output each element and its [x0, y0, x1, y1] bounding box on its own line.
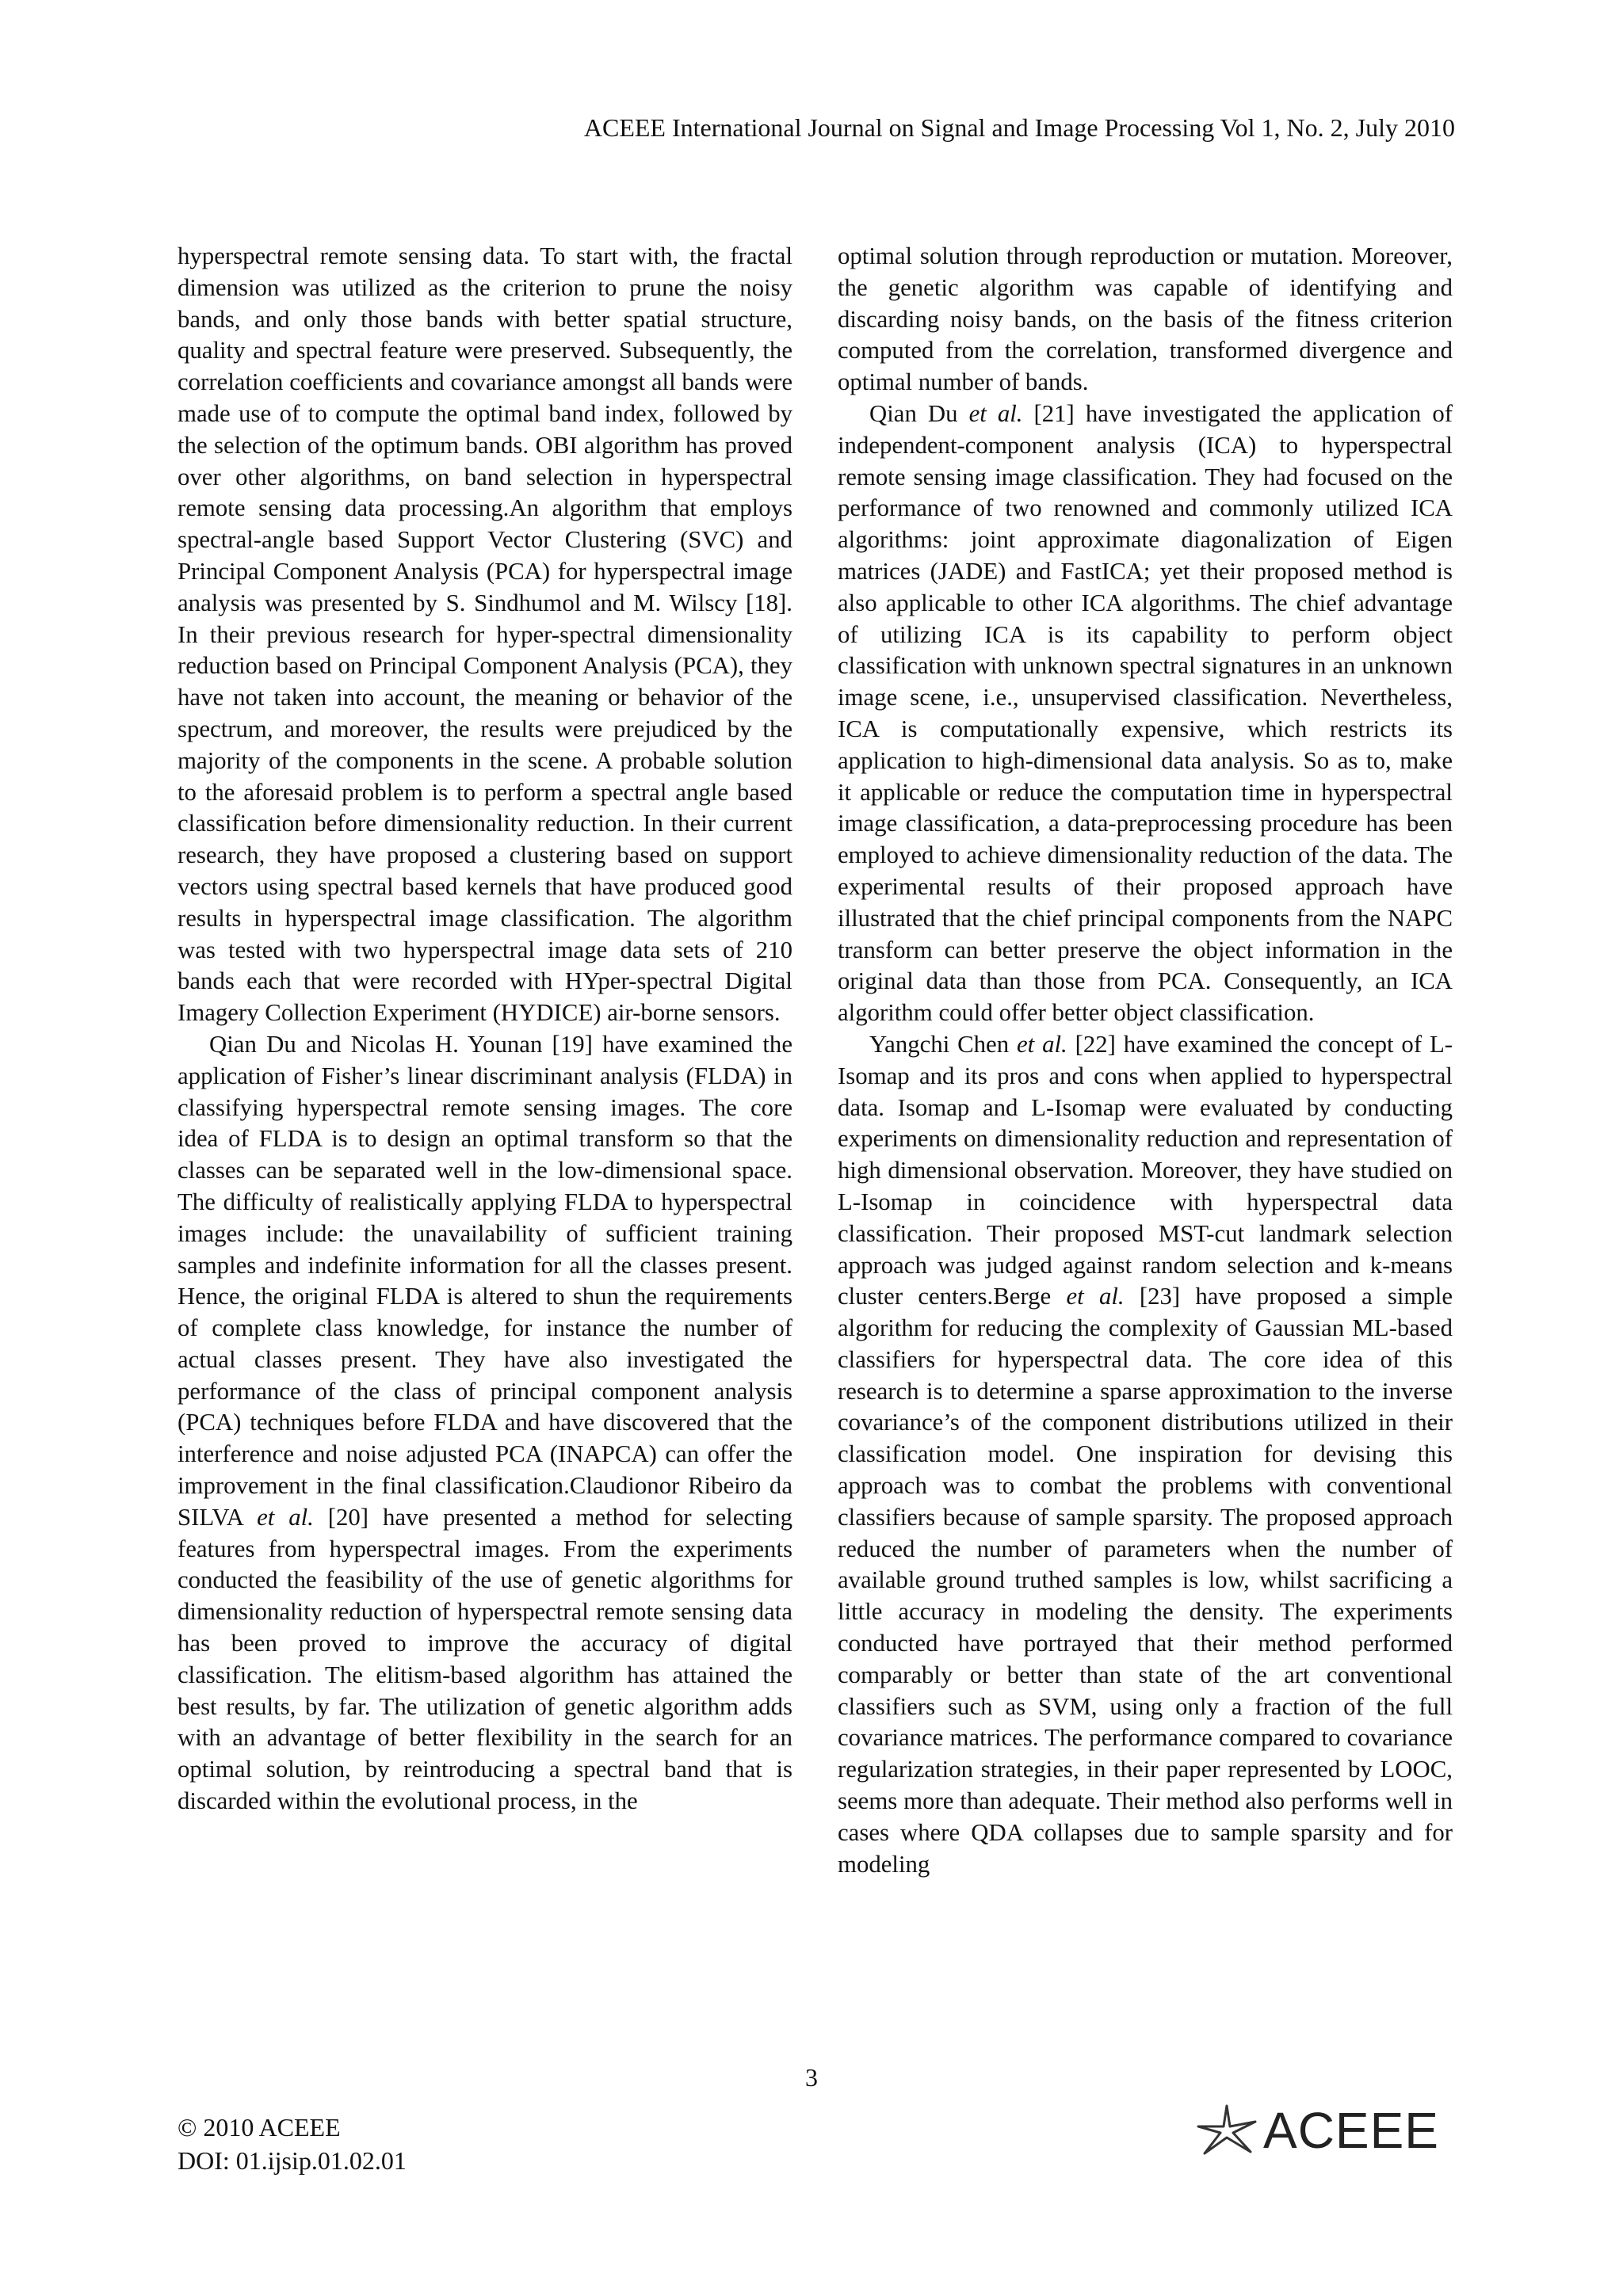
right-paragraph-3: [838, 1029, 1453, 1881]
left-paragraph-2: [178, 1029, 792, 1817]
right-paragraph-1: optimal solution through reproduction or mutation. Moreover, the genetic algorithm was capable of identifying and discarding noisy bands, on the basis of the fitness criterion computed from the correlation, transformed divergence and optimal number of bands.: [838, 242, 1453, 396]
right-p3-text-a: Yangchi Chen: [869, 1030, 1017, 1058]
right-p3-text-c: [23] have proposed a simple algorithm for reducing the complexity of Gaussian ML-based classifiers for hyperspectral data. The core idea of this research is to determine a sparse approximation to the inverse covariance’s of the component distributions utilized in their classification model. One inspiration for devising this approach was to combat the problems with conventional classifiers because of sample sparsity. The proposed approach reduced the number of parameters when the number of available ground truthed samples is low, whilst sacrificing a little accuracy in modeling the density. The experiments conducted have portrayed that their method performed comparably or better than state of the art conventional classifiers such as SVM, using only a fraction of the full covariance matrices. The performance compared to covariance regularization strategies, in their paper represented by LOOC, seems more than adequate. Their method also performs well in cases where QDA collapses due to sample sparsity and for modeling: [838, 1283, 1453, 1878]
right-p2-etal: et al.: [968, 399, 1023, 427]
journal-header: ACEEE International Journal on Signal and Image Processing Vol 1, No. 2, July 2010: [583, 113, 1455, 142]
left-paragraph-1: hyperspectral remote sensing data. To start with, the fractal dimension was utilized as the criterion to prune the noisy bands, and only those bands with better spatial structure, quality and spectral feature were preserved. Subsequently, the correlation coefficients and covariance amongst all bands were made use of to compute the optimal band index, followed by the selection of the optimum bands. OBI algorithm has proved over other algorithms, on band selection in hyperspectral remote sensing data processing.An algorithm that employs spectral-angle based Support Vector Clustering (SVC) and Principal Component Analysis (PCA) for hyperspectral image analysis was presented by S. Sindhumol and M. Wilscy [18]. In their previous research for hyper-spectral dimensionality reduction based on Principal Component Analysis (PCA), they have not taken into account, the meaning or behavior of the spectrum, and moreover, the results were prejudiced by the majority of the components in the scene. A probable solution to the aforesaid problem is to perform a spectral angle based classification before dimensionality reduction. In their current research, they have proposed a clustering based on support vectors using spectral based kernels that have produced good results in hyperspectral image classification. The algorithm was tested with two hyperspectral image data sets of 210 bands each that were recorded with HYper-spectral Digital Imagery Collection Experiment (HYDICE) air-borne sensors.: [178, 242, 792, 1027]
right-p2-text-a: Qian Du: [869, 399, 969, 427]
copyright-text: © 2010 ACEEE: [178, 2113, 341, 2142]
footer-info: [178, 2111, 407, 2177]
right-column: [838, 241, 1453, 1880]
right-p3-etal: et al.: [1016, 1030, 1067, 1058]
right-p3-etal-2: et al.: [1066, 1283, 1125, 1310]
right-p2-text-b: [21] have investigated the application of independent-component analysis (ICA) to hyperspectral remote sensing image classification. They had focused on the performance of two renowned and commonly utilized ICA algorithms: joint approximate diagonalization of Eigen matrices (JADE) and FastICA; yet their proposed method is also applicable to other ICA algorithms. The chief advantage of utilizing ICA is its capability to perform object classification with unknown spectral signatures in an unknown image scene, i.e., unsupervised classification. Nevertheless, ICA is computationally expensive, which restricts its application to high-dimensional data analysis. So as to, make it applicable or reduce the computation time in hyperspectral image classification, a data-preprocessing procedure has been employed to achieve dimensionality reduction of the data. The experimental results of their proposed approach have illustrated that the chief principal components from the NAPC transform can better preserve the object information in the original data than those from PCA. Consequently, an ICA algorithm could offer better object classification.: [838, 399, 1453, 1027]
left-p2-text-a: Qian Du and Nicolas H. Younan [19] have examined the application of Fisher’s linear discriminant analysis (FLDA) in classifying hyperspectral remote sensing images. The core idea of FLDA is to design an optimal transform so that the classes can be separated well in the low-dimensional space. The difficulty of realistically applying FLDA to hyperspectral images include: the unavailability of sufficient training samples and indefinite information for all the classes present. Hence, the original FLDA is altered to shun the requirements of complete class knowledge, for instance the number of actual classes present. They have also investigated the performance of the class of principal component analysis (PCA) techniques before FLDA and have discovered that the interference and noise adjusted PCA (INAPCA) can offer the improvement in the final classification.Claudionor Ribeiro da SILVA: [178, 1030, 792, 1531]
left-column: [178, 241, 792, 1817]
left-p2-etal: et al.: [257, 1503, 314, 1531]
right-paragraph-2: [838, 399, 1453, 1029]
left-p2-text-b: [20] have presented a method for selecting features from hyperspectral images. From the experiments conducted the feasibility of the use of genetic algorithms for dimensionality reduction of hyperspectral remote sensing data has been proved to improve the accuracy of digital classification. The elitism-based algorithm has attained the best results, by far. The utilization of genetic algorithm adds with an advantage of better flexibility in the search for an optimal solution, by reintroducing a spectral band that is discarded within the evolutional process, in the: [178, 1503, 792, 1815]
right-p3-text-b: [22] have examined the concept of L-Isomap and its pros and cons when applied to hyperspectral data. Isomap and L-Isomap were evaluated by conducting experiments on dimensionality reduction and representation of high dimensional observation. Moreover, they have studied on L-Isomap in coincidence with hyperspectral data classification. Their proposed MST-cut landmark selection approach was judged against random selection and k-means cluster centers.Berge: [838, 1030, 1453, 1310]
aceee-star-icon: [1195, 2103, 1258, 2158]
doi-text: DOI: 01.ijsip.01.02.01: [178, 2146, 407, 2175]
aceee-logo: [1195, 2101, 1439, 2160]
aceee-logo-text: ACEEE: [1263, 2102, 1439, 2159]
page-number: 3: [805, 2063, 818, 2092]
